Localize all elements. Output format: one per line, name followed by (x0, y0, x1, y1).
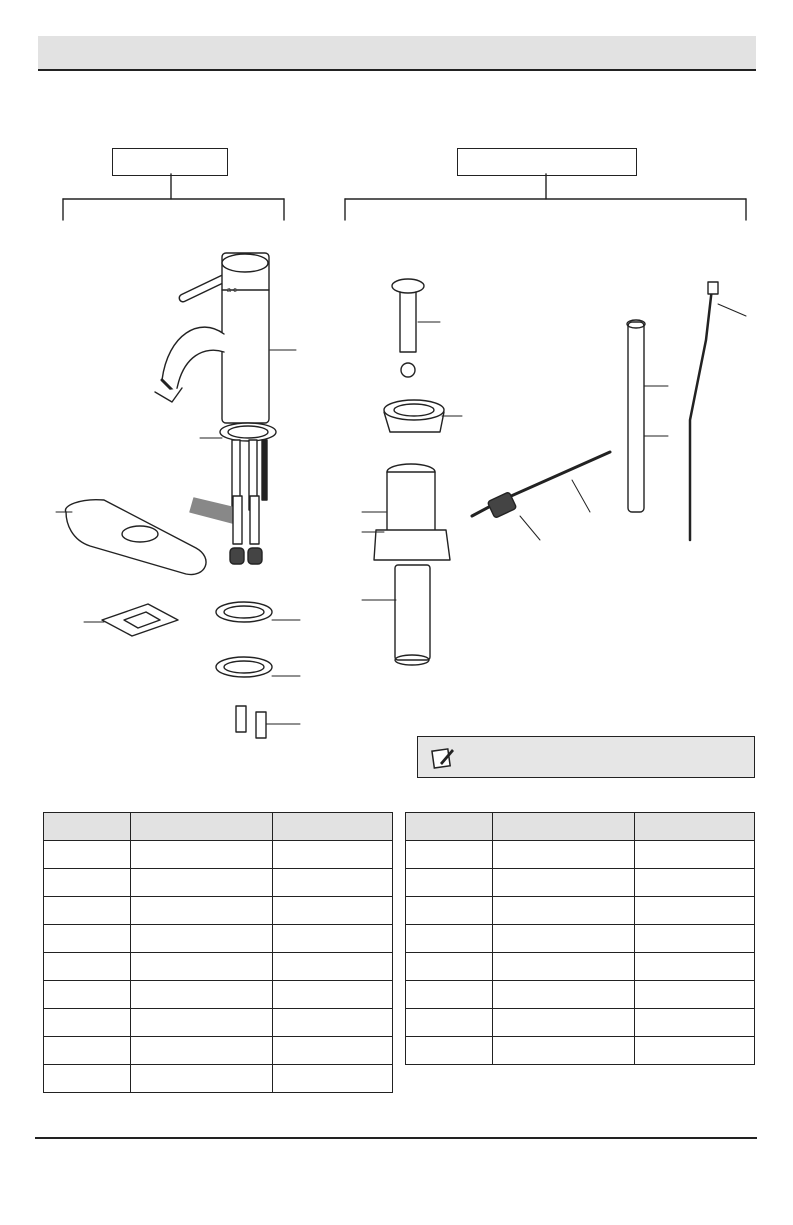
table-cell (493, 925, 635, 953)
faucet-supply (190, 423, 276, 564)
table-cell (273, 841, 393, 869)
table-cell (406, 1037, 493, 1065)
table-cell (635, 1037, 755, 1065)
table-cell (273, 1065, 393, 1093)
table-cell (131, 1037, 273, 1065)
table-cell (131, 1009, 273, 1037)
pop-up-stopper (392, 279, 424, 377)
table-row (44, 897, 393, 925)
table-cell (44, 1065, 131, 1093)
table-row (44, 981, 393, 1009)
table-cell (131, 925, 273, 953)
table-cell (493, 1037, 635, 1065)
table-row (406, 897, 755, 925)
deck-plate (65, 500, 206, 575)
table-cell (406, 869, 493, 897)
table-row (44, 869, 393, 897)
table-cell (635, 869, 755, 897)
table-cell (406, 925, 493, 953)
table-cell (273, 981, 393, 1009)
table-row (44, 1065, 393, 1093)
table-row (44, 953, 393, 981)
table-header-cell (635, 813, 755, 841)
table-cell (131, 841, 273, 869)
table-cell (44, 953, 131, 981)
table-cell (406, 897, 493, 925)
table-row (406, 841, 755, 869)
parts-table-right (405, 812, 755, 1065)
table-header-row (44, 813, 393, 841)
table-cell (493, 869, 635, 897)
table-cell (406, 981, 493, 1009)
table-cell (273, 925, 393, 953)
table-cell (44, 897, 131, 925)
table-row (406, 1037, 755, 1065)
table-cell (131, 897, 273, 925)
table-cell (131, 869, 273, 897)
table-cell (273, 953, 393, 981)
svg-text:a-c: a-c (227, 287, 237, 294)
table-row (44, 925, 393, 953)
table-row (406, 869, 755, 897)
table-cell (44, 1037, 131, 1065)
note-box (417, 736, 755, 778)
note-pencil-icon (430, 745, 456, 771)
table-cell (493, 841, 635, 869)
table-cell (44, 1009, 131, 1037)
faucet-bracket (63, 174, 284, 220)
table-cell (131, 1065, 273, 1093)
flange (384, 400, 444, 432)
table-row (44, 1009, 393, 1037)
table-cell (406, 841, 493, 869)
footer-rule (35, 1137, 757, 1139)
table-cell (273, 869, 393, 897)
table-cell (273, 1037, 393, 1065)
table-cell (44, 981, 131, 1009)
table-cell (273, 897, 393, 925)
table-cell (635, 897, 755, 925)
table-row (406, 925, 755, 953)
table-cell (493, 953, 635, 981)
table-header-row (406, 813, 755, 841)
table-row (406, 1009, 755, 1037)
gasket (102, 604, 178, 636)
pivot-rod (472, 452, 610, 518)
drain-body (374, 464, 450, 665)
table-header-cell (406, 813, 493, 841)
table-cell (493, 897, 635, 925)
table-cell (493, 1009, 635, 1037)
table-header-cell (273, 813, 393, 841)
table-header-cell (493, 813, 635, 841)
table-cell (635, 841, 755, 869)
faucet-body (155, 253, 269, 423)
table-cell (44, 925, 131, 953)
table-row (406, 981, 755, 1009)
table-header-cell (131, 813, 273, 841)
table-cell (406, 1009, 493, 1037)
table-row (406, 953, 755, 981)
table-cell (406, 953, 493, 981)
clevis-strap (627, 320, 645, 512)
drain-bracket (345, 174, 746, 220)
table-cell (131, 981, 273, 1009)
table-cell (273, 1009, 393, 1037)
table-cell (131, 953, 273, 981)
table-row (44, 1037, 393, 1065)
table-header-cell (44, 813, 131, 841)
parts-table-left (43, 812, 393, 1093)
table-row (44, 841, 393, 869)
table-cell (493, 981, 635, 1009)
table-cell (44, 869, 131, 897)
table-cell (44, 841, 131, 869)
table-cell (635, 925, 755, 953)
table-cell (635, 981, 755, 1009)
table-cell (635, 1009, 755, 1037)
table-cell (635, 953, 755, 981)
mounting-washers (216, 602, 272, 738)
lift-rod (690, 282, 718, 540)
